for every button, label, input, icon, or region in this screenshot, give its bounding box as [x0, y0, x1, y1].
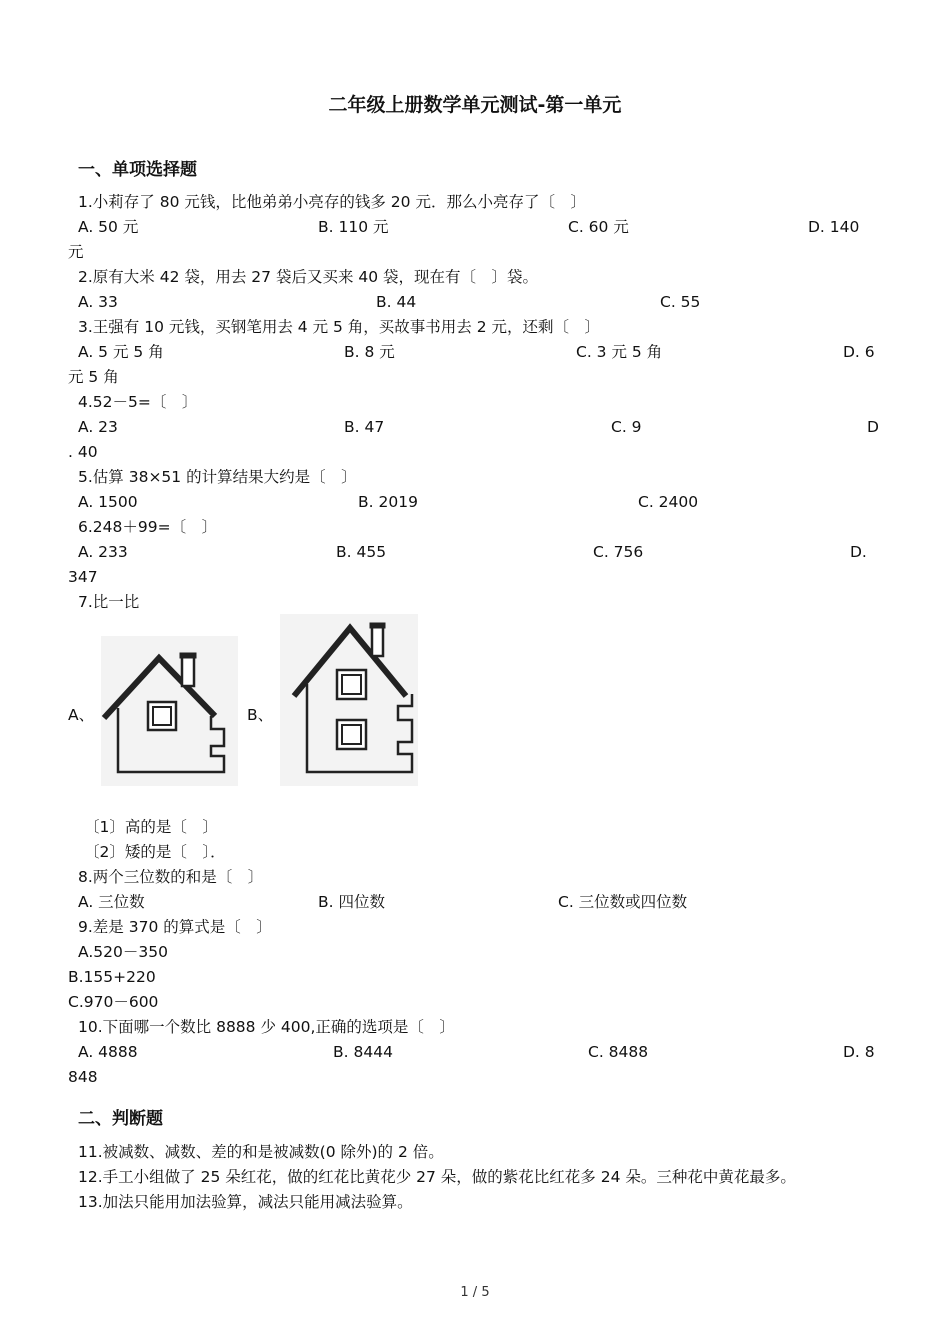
question-5-option-a: A. 1500: [78, 493, 138, 511]
question-8-stem: 8.两个三位数的和是〔 〕: [78, 868, 264, 886]
question-3-option-a: A. 5 元 5 角: [78, 343, 164, 361]
question-9-option-a: A.520－350: [78, 943, 168, 961]
question-4-option-d-wrap: . 40: [68, 443, 98, 461]
question-7-sub-1: 〔1〕高的是〔 〕: [84, 818, 218, 836]
question-10-option-b: B. 8444: [333, 1043, 393, 1061]
question-7-label-a: A、: [68, 706, 95, 724]
question-3-option-d-wrap: 元 5 角: [68, 368, 119, 386]
question-5-option-c: C. 2400: [638, 493, 699, 511]
page-number: 1 / 5: [460, 1285, 490, 1300]
question-1-stem: 1.小莉存了 80 元钱，比他弟弟小亮存的钱多 20 元．那么小亮存了〔 〕: [78, 193, 586, 211]
question-8-option-b: B. 四位数: [318, 893, 385, 911]
question-6-option-c: C. 756: [593, 543, 644, 561]
question-11-stem: 11.被减数、减数、差的和是被减数(0 除外)的 2 倍。: [78, 1143, 444, 1161]
house-a-image: [101, 636, 238, 786]
question-2-option-b: B. 44: [376, 293, 417, 311]
question-5-stem: 5.估算 38×51 的计算结果大约是〔 〕: [78, 468, 357, 486]
question-10-option-d-wrap: 848: [68, 1068, 98, 1086]
question-1-option-c: C. 60 元: [568, 218, 629, 236]
question-6-stem: 6.248＋99=〔 〕: [78, 518, 218, 536]
page-title: 二年级上册数学单元测试-第一单元: [328, 94, 622, 116]
question-1-option-b: B. 110 元: [318, 218, 389, 236]
question-10-stem: 10.下面哪一个数比 8888 少 400,正确的选项是〔 〕: [78, 1018, 455, 1036]
question-6-option-b: B. 455: [336, 543, 387, 561]
section-heading-judgement: 二、判断题: [78, 1109, 163, 1129]
question-4-stem: 4.52－5=〔 〕: [78, 393, 198, 411]
question-10-option-a: A. 4888: [78, 1043, 138, 1061]
question-12-stem: 12.手工小组做了 25 朵红花，做的红花比黄花少 27 朵，做的紫花比红花多 24 朵。三种花中黄花最多。: [78, 1168, 796, 1186]
question-7-stem: 7.比一比: [78, 593, 140, 611]
question-8-option-c: C. 三位数或四位数: [558, 893, 688, 911]
question-2-option-c: C. 55: [660, 293, 701, 311]
question-1-option-a: A. 50 元: [78, 218, 139, 236]
question-6-option-a: A. 233: [78, 543, 128, 561]
question-5-option-b: B. 2019: [358, 493, 418, 511]
question-10-option-d: D. 8: [843, 1043, 875, 1061]
section-heading-choice: 一、单项选择题: [78, 160, 197, 180]
question-3-option-c: C. 3 元 5 角: [576, 343, 663, 361]
question-4-option-c: C. 9: [611, 418, 642, 436]
question-3-stem: 3.王强有 10 元钱，买钢笔用去 4 元 5 角，买故事书用去 2 元，还剩〔 〕: [78, 318, 601, 336]
question-10-option-c: C. 8488: [588, 1043, 649, 1061]
question-8-option-a: A. 三位数: [78, 893, 145, 911]
question-4-option-a: A. 23: [78, 418, 118, 436]
question-1-option-d-wrap: 元: [68, 243, 84, 261]
house-b-image: [280, 614, 418, 786]
question-2-option-a: A. 33: [78, 293, 118, 311]
question-2-stem: 2.原有大米 42 袋，用去 27 袋后又买来 40 袋，现在有〔 〕袋。: [78, 268, 539, 286]
question-4-option-d: D: [867, 418, 879, 436]
question-9-option-b: B.155+220: [68, 968, 156, 986]
question-7-label-b: B、: [247, 706, 274, 724]
question-13-stem: 13.加法只能用加法验算，减法只能用减法验算。: [78, 1193, 413, 1211]
question-1-option-d: D. 140: [808, 218, 860, 236]
question-6-option-d: D.: [850, 543, 867, 561]
question-7-sub-2: 〔2〕矮的是〔 〕．: [84, 843, 226, 861]
question-6-option-d-wrap: 347: [68, 568, 98, 586]
question-4-option-b: B. 47: [344, 418, 385, 436]
question-3-option-b: B. 8 元: [344, 343, 395, 361]
question-9-option-c: C.970－600: [68, 993, 159, 1011]
question-9-stem: 9.差是 370 的算式是〔 〕: [78, 918, 272, 936]
question-3-option-d: D. 6: [843, 343, 875, 361]
